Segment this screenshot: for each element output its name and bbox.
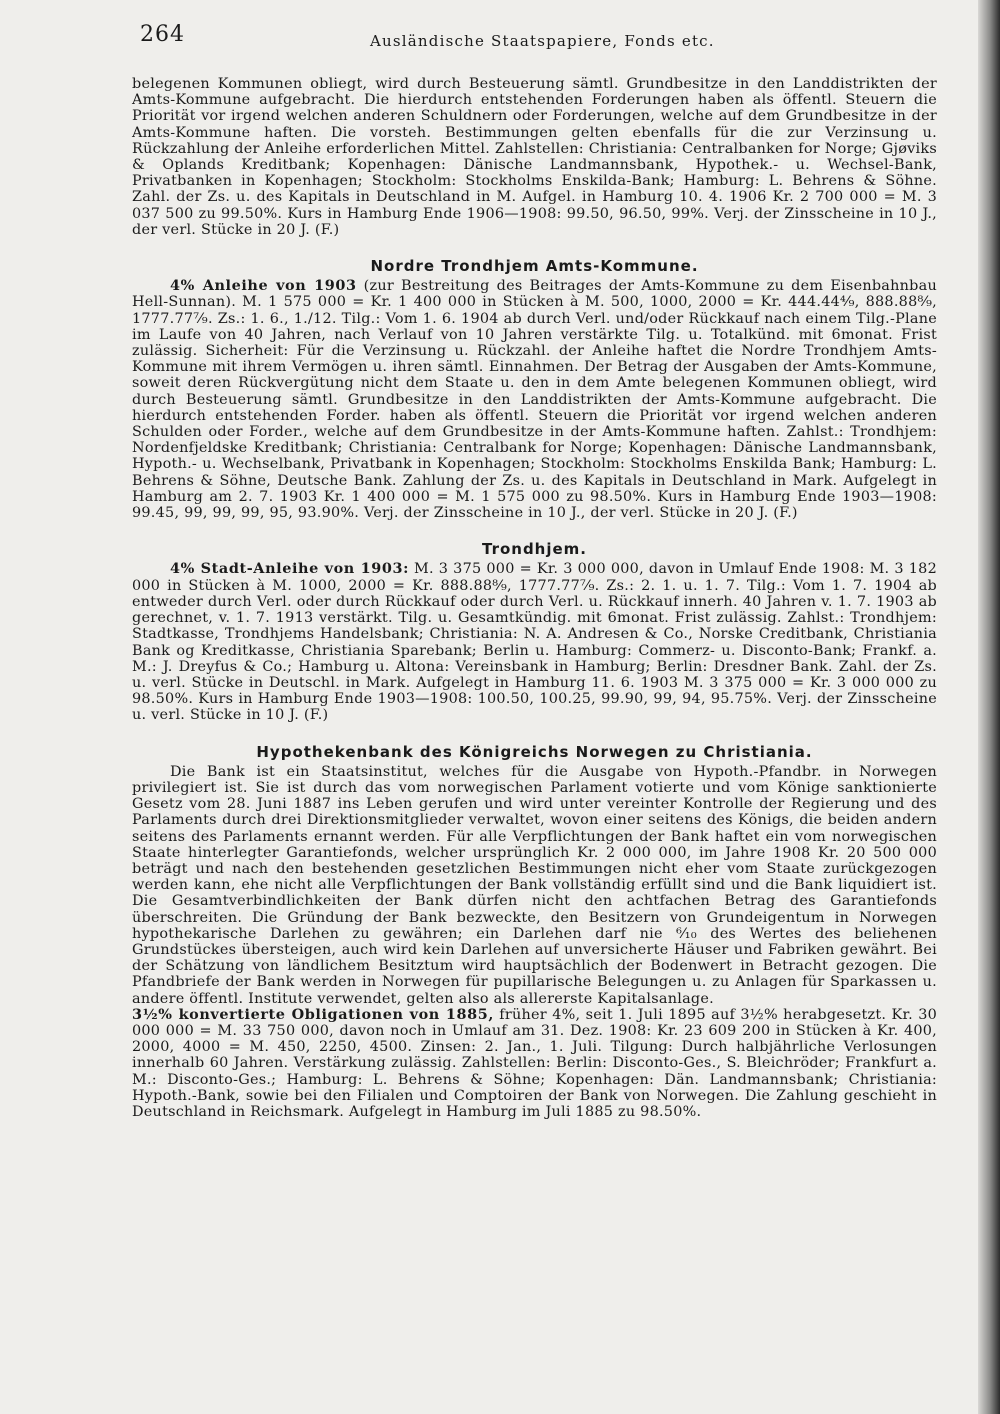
loan-description: (zur Bestreitung des Beitrages der Amts-Kommune zu dem Eisenbahnbau Hell-Sunnan). M. 1 575 000 = Kr. 1 400 000 in Stücken à M. 500, 1000, 2000 = Kr. 444.44⁴⁄₉, 888.88⁸⁄₉, 1777.77⁷⁄₉. Zs.: 1. 6., 1./12. Tilg.: Vom 1. 6. 1904 ab durch Verl. und/oder Rückkauf nach einem Tilg.-Plane im Laufe von 40 Jahren, nach Verlauf von 10 Jahren verstärkte Tilg. u. Totalkünd. mit 6monat. Frist zulässig. Sicherheit: Für die Verzinsung u. Rückzahl. der Anleihe haftet die Nordre Trondhjem Amts-Kommune mit ihrem Vermögen u. ihren sämtl. Einnahmen. Der Betrag der Ausgaben der Amts-Kommune, soweit deren Rückvergütung nicht dem Staate u. den in dem Amte belegenen Kommunen obliegt, wird durch Besteuerung sämtl. Grundbesitze in den Landdistrikten der Amts-Kommune aufgebracht. Die hierdurch entstehenden Forder. haben als öffentl. Steuern die Priorität vor irgend welchen anderen Schulden oder Forder., welche auf dem Grundbesitze in der Amts-Kommune haften. Zahlst.: Trondhjem: Nordenfjeldske Kreditbank; Christiania: Centralbank for Norge; Kopenhagen: Dänische Landmannsbank, Hypoth.- u. Wechselbank, Privatbank in Kopenhagen; Stockholm: Stockholms Enskilda Bank; Hamburg: L. Behrens & Söhne, Deutsche Bank. Zahlung der Zs. u. des Kapitals in Deutschland in Mark. Aufgelegt in Hamburg am 2. 7. 1903 Kr. 1 400 000 = M. 1 575 000 zu 98.50%. Kurs in Hamburg Ende 1903—1908: 99.45, 99, 99, 99, 95, 93.90%. Verj. der Zinsscheine in 10 J., der verl. Stücke in 20 J. (F.): [132, 278, 937, 522]
loan-heading: 4% Anleihe von 1903: [170, 277, 357, 295]
loan-heading: 3½% konvertierte Obligationen von 1885,: [132, 1005, 494, 1023]
continued-paragraph: belegenen Kommunen obliegt, wird durch Besteuerung sämtl. Grundbesitze in den Landdistrikten der Amts-Kommune aufgebracht. Die hierdurch entstehenden Forderungen haben als öffentl. Steuern die Priorität vor irgend welchen anderen Schuldnern oder Forderungen, welche auf dem Grundbesitze in der Amts-Kommune haften. Die vorsteh. Bestimmungen gelten ebenfalls für die zur Verzinsung u. Rückzahlung der Anleihe erforderlichen Mittel. Zahlstellen: Christiania: Centralbanken for Norge; Gjøviks & Oplands Kreditbank; Kopenhagen: Dänische Landmannsbank, Hypothek.- u. Wechsel-Bank, Privatbanken in Kopenhagen; Stockholm: Stockholms Enskilda-Bank; Hamburg: L. Behrens & Söhne. Zahl. der Zs. u. des Kapitals in Deutschland in M. Aufgel. in Hamburg 10. 4. 1906 Kr. 2 700 000 = M. 3 037 500 zu 99.50%. Kurs in Hamburg Ende 1906—1908: 99.50, 96.50, 99%. Verj. der Zinsscheine in 10 J., der verl. Stücke in 20 J. (F.): [132, 76, 937, 238]
loan-description: früher 4%, seit 1. Juli 1895 auf 3½% herabgesetzt. Kr. 30 000 000 = M. 33 750 000, davon noch in Umlauf am 31. Dez. 1908: Kr. 23 609 200 in Stücken à Kr. 400, 2000, 4000 = M. 450, 2250, 4500. Zinsen: 2. Jan., 1. Juli. Tilgung: Durch halbjährliche Verlosungen innerhalb 60 Jahren. Verstärkung zulässig. Zahlstellen: Berlin: Disconto-Ges., S. Bleichröder; Frankfurt a. M.: Disconto-Ges.; Hamburg: L. Behrens & Söhne; Kopenhagen: Dän. Landmannsbank; Christiania: Hypoth.-Bank, sowie bei den Filialen und Comptoiren der Bank von Norwegen. Die Zahlung geschieht in Deutschland in Reichsmark. Aufgelegt in Hamburg im Juli 1885 zu 98.50%.: [132, 1006, 937, 1120]
section-title-nordre-trondhjem: Nordre Trondhjem Amts-Kommune.: [370, 257, 699, 276]
section-paragraph-hypothekenbank: Die Bank ist ein Staatsinstitut, welches für die Ausgabe von Hypoth.-Pfandbr. in Norwegen privilegiert ist. Sie ist durch das vom norwegischen Parlament votierte und vom Könige sanktionierte Gesetz vom 28. Juni 1887 ins Leben gerufen und wird unter vereinter Kontrolle der Regierung und des Parlaments durch drei Direktionsmitglieder verwaltet, wovon einer seitens des Königs, die beiden andern seitens des Parlaments ernannt werden. Für alle Verpflichtungen der Bank haftet ein vom norwegischen Staate hinterlegter Garantiefonds, welcher ursprünglich Kr. 2 000 000, im Jahre 1908 Kr. 20 500 000 beträgt und nach den bestehenden gesetzlichen Bestimmungen nicht eher vom Staate zurückgezogen werden kann, ehe nicht alle Verpflichtungen der Bank vollständig erfüllt sind und die Bank liquidiert ist. Die Gesamtverbindlichkeiten der Bank dürfen nicht den achtfachen Betrag des Garantiefonds überschreiten. Die Gründung der Bank bezweckte, den Besitzern von Grundeigentum in Norwegen hypothekarische Darlehen zu gewähren; ein Darlehen darf nie ⁶⁄₁₀ des Wertes des beliehenen Grundstückes übersteigen, auch wird kein Darlehen auf unversicherte Häuser und Fabriken gewährt. Bei der Schätzung von ländlichem Besitztum wird hauptsächlich der Bodenwert in Betracht gezogen. Die Pfandbriefe der Bank werden in Norwegen für pupillarische Belegungen u. zu Anlagen für Sparkassen u. andere öffentl. Institute verwendet, gelten also als allererste Kapitalsanlage.: [132, 763, 937, 1007]
section-title-trondhjem: Trondhjem.: [481, 540, 588, 559]
section-paragraph-nordre-trondhjem: [132, 278, 937, 521]
running-title: Ausländische Staatspapiere, Fonds etc.: [370, 32, 715, 50]
scan-edge-shadow: [978, 0, 1000, 1414]
loan-description: M. 3 375 000 = Kr. 3 000 000, davon in Umlauf Ende 1908: M. 3 182 000 in Stücken à M. 1000, 2000 = Kr. 888.88⁸⁄₉, 1777.77⁷⁄₉. Zs.: 2. 1. u. 1. 7. Tilg.: Vom 1. 7. 1904 ab entweder durch Verl. oder durch Rückkauf oder durch Verl. u. Rückkauf innerh. 40 Jahren v. 1. 7. 1903 ab gerechnet, v. 1. 7. 1913 verstärkt. Tilg. u. Gesamtkündig. mit 6monat. Frist zulässig. Zahlst.: Trondhjem: Stadtkasse, Trondhjems Handelsbank; Christiania: N. A. Andresen & Co., Norske Creditbank, Christiania Bank og Kreditkasse, Christiania Sparebank; Berlin u. Hamburg: Commerz- u. Disconto-Bank; Frankf. a. M.: J. Dreyfus & Co.; Hamburg u. Altona: Vereinsbank in Hamburg; Berlin: Dresdner Bank. Zahl. der Zs. u. verl. Stücke in Deutschl. in Mark. Aufgelegt in Hamburg 11. 6. 1903 M. 3 375 000 = Kr. 3 000 000 zu 98.50%. Kurs in Hamburg Ende 1903—1908: 100.50, 100.25, 99.90, 99, 94, 95.75%. Verj. der Zinsscheine u. verl. Stücke in 10 J. (F.): [132, 561, 937, 724]
section-paragraph-trondhjem: [132, 561, 937, 723]
section-paragraph-obligationen: [132, 1007, 937, 1120]
page-number: 264: [140, 22, 185, 47]
page-body: [132, 76, 937, 1120]
loan-heading: 4% Stadt-Anleihe von 1903:: [170, 560, 409, 578]
page-header: [140, 22, 940, 58]
section-title-hypothekenbank: Hypothekenbank des Königreichs Norwegen zu Christiania.: [256, 742, 813, 761]
